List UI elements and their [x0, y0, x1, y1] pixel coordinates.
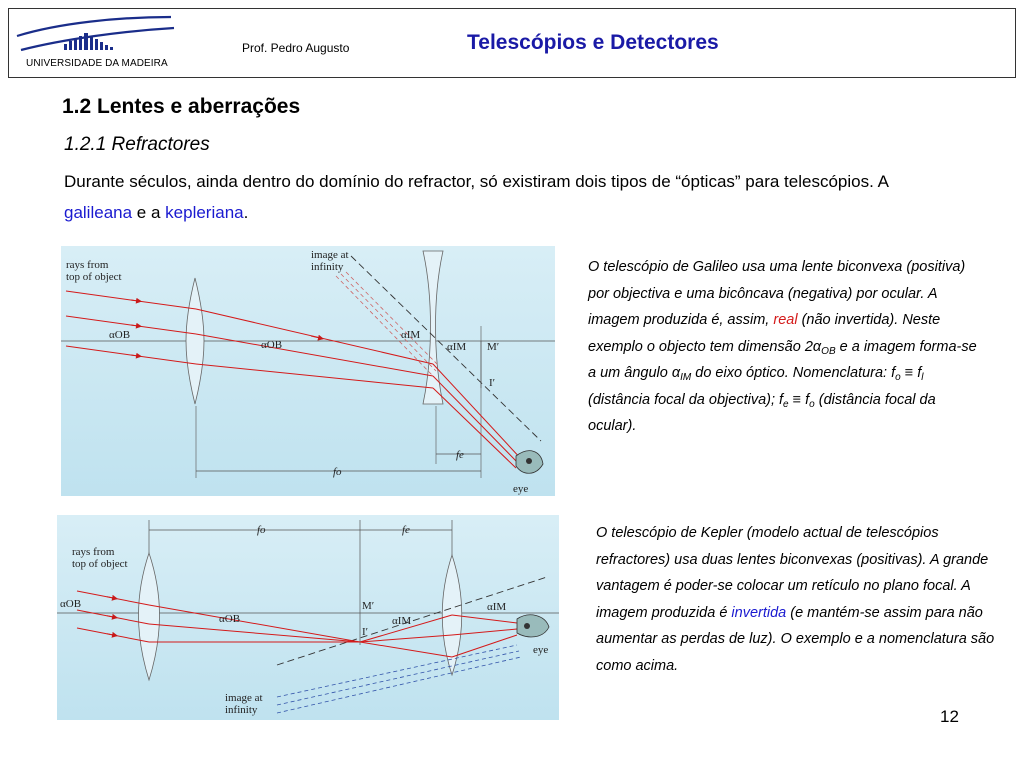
m-prime-label: M′ [362, 600, 375, 612]
galileo-text: O telescópio de Galileo usa uma lente biconvexa (positiva) por objectiva e uma bicôncava (negativa) por ocular. A imagem produzida é, assim, [588, 259, 966, 328]
galileo-description [588, 254, 983, 440]
rays-label-2: top of object [66, 271, 122, 283]
image-label-1: image at [311, 249, 349, 261]
i-prime-label: I′ [489, 377, 496, 389]
kepleriana-link: kepleriana [165, 203, 244, 222]
galileo-text: (distância focal da ocular). [588, 391, 936, 434]
subscript: OB [821, 345, 836, 357]
alpha-im-label: αIM [392, 615, 412, 627]
university-logo-graphic [9, 9, 184, 59]
eye-label: eye [533, 644, 549, 656]
m-prime-label: M′ [487, 341, 500, 353]
fo-label: fo [257, 524, 266, 536]
university-logo [9, 9, 184, 78]
subscript: o [895, 372, 901, 383]
galileo-text: do eixo óptico. Nomenclatura: f [691, 365, 896, 381]
slide-title: Telescópios e Detectores [467, 31, 719, 54]
subscript: l [921, 372, 924, 383]
page-number: 12 [940, 707, 959, 726]
invertida-highlight: invertida [731, 604, 787, 621]
alpha-ob-label: αOB [109, 329, 131, 341]
fe-label: fe [456, 449, 464, 461]
galileana-link: galileana [64, 203, 133, 222]
alpha-im-label: αIM [487, 601, 507, 613]
galileo-text: ≡ f [788, 391, 810, 408]
alpha-symbol: α [812, 338, 822, 355]
real-highlight: real [773, 312, 798, 328]
alpha-ob-label: αOB [60, 598, 82, 610]
subscript: o [809, 398, 815, 410]
galileo-text: e a imagem forma-se a um ângulo [588, 338, 977, 381]
galileo-text: ≡ f [900, 365, 922, 381]
eye-pupil-icon [524, 623, 530, 629]
image-label-2: infinity [311, 261, 344, 273]
galilean-telescope-diagram [61, 246, 555, 496]
kepler-text: (e mantém-se assim para não aumentar as perdas de luz). O exemplo e a nomenclatura são como acima. [596, 604, 995, 674]
intro-text-1: Durante séculos, ainda dentro do domínio do refractor, só existiram dois tipos de “ópticas” para telescópios. A [64, 172, 889, 191]
subscript: IM [680, 372, 692, 383]
alpha-im-label: αIM [447, 341, 467, 353]
rays-label-1: rays from [72, 546, 115, 558]
intro-paragraph [64, 166, 944, 228]
image-label-1: image at [225, 692, 263, 704]
galilean-diagram-svg [61, 246, 555, 496]
eye-pupil-icon [526, 458, 532, 464]
keplerian-diagram-svg [57, 515, 559, 720]
alpha-ob-label: αOB [219, 613, 241, 625]
eye-label: eye [513, 483, 529, 495]
slide-header [8, 8, 1016, 78]
alpha-im-label: αIM [401, 329, 421, 341]
kepler-text: O telescópio de Kepler (modelo actual de telescópios refractores) usa duas lentes biconvexas (positivas). A grande vantagem é poder-se colocar um retículo no plano focal. A imagem produzida é [596, 525, 989, 621]
rays-label-1: rays from [66, 259, 109, 271]
i-prime-label: I′ [362, 626, 369, 638]
subscript: e [783, 398, 789, 410]
subsection-heading: 1.2.1 Refractores [64, 134, 210, 155]
intro-text-2: e a [132, 203, 166, 222]
section-heading: 1.2 Lentes e aberrações [62, 95, 301, 118]
keplerian-telescope-diagram [57, 515, 559, 720]
fo-label: fo [333, 466, 342, 478]
alpha-ob-label: αOB [261, 339, 283, 351]
university-name: UNIVERSIDADE DA MADEIRA [26, 58, 168, 69]
kepler-description [596, 520, 1006, 679]
intro-text-3: . [243, 203, 249, 222]
galileo-text: (distância focal da objectiva); f [588, 391, 784, 408]
image-label-2: infinity [225, 704, 258, 716]
author-name: Prof. Pedro Augusto [242, 41, 350, 55]
diagram-background [57, 515, 559, 720]
galileo-text: (não invertida). Neste exemplo o objecto tem dimensão 2 [588, 312, 941, 355]
rays-label-2: top of object [72, 558, 128, 570]
fe-label: fe [402, 524, 410, 536]
alpha-symbol: α [671, 365, 681, 381]
